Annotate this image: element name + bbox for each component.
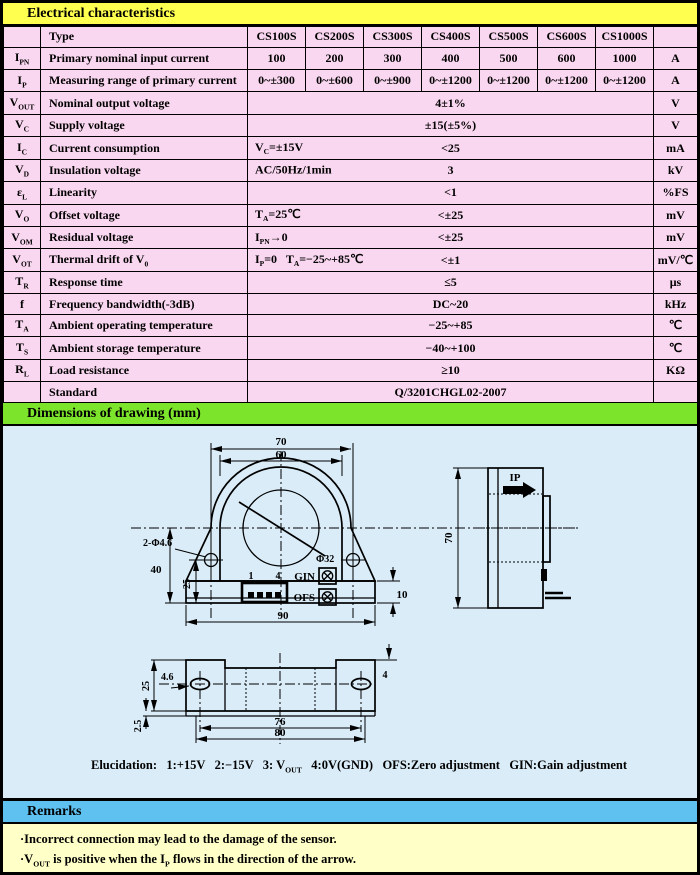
row-label: Offset voltage [41,204,248,226]
bottom-height-25: 25 [141,681,152,691]
row-merged-value: −40~+100 [425,340,476,355]
row-merged-cell [248,249,654,271]
row-symbol: $V_D$ [4,159,41,181]
dimension-drawing [3,426,697,756]
row-value: 0~±1200 [538,70,596,92]
dimensions-title: Dimensions of drawing (mm) [27,406,201,421]
row-merged-value: ±15(±5%) [424,118,477,133]
row-unit: V [654,114,698,136]
row-merged-value: <1 [444,185,457,200]
row-merged-value: −25~+85 [428,318,473,333]
electrical-table [3,26,698,403]
model-name: CS300S [364,27,422,48]
remarks-body [3,824,697,872]
row-unit: ℃ [654,314,698,336]
row-merged-cell [248,92,654,114]
electrical-characteristics-header [3,3,697,26]
table-row [4,314,698,336]
row-merged-value: ≤5 [444,275,457,290]
row-value: 500 [480,47,538,69]
table-row [4,271,698,293]
row-unit: mV/℃ [654,249,698,271]
table-row [4,182,698,204]
row-value: 0~±1200 [596,70,654,92]
table-row [4,114,698,136]
model-name: CS600S [538,27,596,48]
row-merged-cell [248,294,654,315]
elucidation-line: Elucidation: 1:+15V 2:−15V 3: $V_{OUT}$ 4:0V(GND) OFS:Zero adjustment GIN:Gain adjustment [91,758,628,775]
row-merged-value: <25 [441,140,460,155]
type-row-label: Type [41,27,248,48]
row-merged-value: <±25 [437,207,464,222]
row-merged-value: 4±1% [435,95,466,110]
row-test-condition: AC/50Hz/1min [255,162,332,177]
front-width-70: 70 [275,436,287,448]
row-label: Insulation voltage [41,159,248,181]
row-merged-cell [248,137,654,159]
row-label: Load resistance [41,359,248,381]
row-label: Residual voltage [41,227,248,249]
remarks-title: Remarks [27,804,82,819]
row-label: Linearity [41,182,248,204]
table-row [4,204,698,226]
row-unit: KΩ [654,359,698,381]
connector [242,571,287,602]
row-symbol: $V_C$ [4,114,41,136]
bottom-width-80: 80 [274,727,286,739]
row-label: Supply voltage [41,114,248,136]
row-label: Standard [41,382,248,403]
table-row [4,70,698,92]
row-symbol: $I_P$ [4,70,41,92]
row-unit: A [654,47,698,69]
type-row-blank [4,27,41,48]
row-label: Ambient storage temperature [41,337,248,359]
bottom-offset-2-5: 2.5 [133,719,144,733]
row-merged-cell [248,271,654,293]
row-merged-cell [248,227,654,249]
row-merged-value: 3 [447,162,454,177]
row-unit: mA [654,137,698,159]
row-value: 300 [364,47,422,69]
row-symbol [4,382,41,403]
row-value: 0~±1200 [480,70,538,92]
row-merged-cell [248,204,654,226]
row-unit: V [654,92,698,114]
row-merged-value: Q/3201CHGL02-2007 [394,384,507,399]
remark-line-1: ·Incorrect connection may lead to the damage of the sensor. [20,832,337,846]
row-unit: kHz [654,294,698,315]
row-symbol: $\varepsilon_L$ [4,182,41,204]
slot-spacing-76: 76 [274,716,286,728]
row-unit: A [654,70,698,92]
row-symbol: $V_O$ [4,204,41,226]
table-row [4,294,698,315]
current-direction-arrow [503,482,536,498]
aperture-dim-label: Φ32 [316,554,335,565]
mounting-hole-left [189,548,223,572]
row-symbol: $T_S$ [4,337,41,359]
row-merged-cell [248,182,654,204]
model-name: CS500S [480,27,538,48]
row-symbol: $T_A$ [4,314,41,336]
front-height-10: 10 [396,589,408,601]
table-row [4,137,698,159]
side-view [443,468,578,608]
row-label: Current consumption [41,137,248,159]
side-height-70: 70 [443,532,455,544]
row-value: 200 [306,47,364,69]
row-merged-value: ≥10 [441,362,460,377]
side-connector-ridge [543,496,550,562]
row-value: 600 [538,47,596,69]
row-unit: mV [654,204,698,226]
slot-width-4-6: 4.6 [161,672,174,683]
table-row [4,382,698,403]
row-value: 400 [422,47,480,69]
aperture-diameter-line [239,502,325,556]
table-row [4,159,698,181]
row-merged-cell [248,337,654,359]
row-value: 0~±900 [364,70,422,92]
row-symbol: $T_R$ [4,271,41,293]
pin1-label: 1 [248,571,254,582]
pin4-label: 4 [275,571,281,582]
front-width-60: 60 [275,449,287,461]
row-test-condition: $I_P=0$ $T_A=-25\sim+85℃$ [255,251,364,269]
row-value: 100 [248,47,306,69]
row-symbol: $V_{OUT}$ [4,92,41,114]
table-row-type [4,27,698,48]
row-value: 0~±1200 [422,70,480,92]
table-row [4,359,698,381]
bottom-view [133,644,397,744]
row-label: Thermal drift of $V_0$ [41,249,248,271]
row-label: Response time [41,271,248,293]
row-merged-value: DC~20 [432,296,469,311]
holes-dim-label: 2-Φ4.6 [143,538,173,549]
gain-label: GIN [294,571,315,583]
row-label: Nominal output voltage [41,92,248,114]
model-name: CS400S [422,27,480,48]
row-unit: kV [654,159,698,181]
row-unit [654,382,698,403]
table-row [4,92,698,114]
table-row [4,337,698,359]
table-row [4,227,698,249]
row-symbol: $I_{PN}$ [4,47,41,69]
row-symbol: $V_{OT}$ [4,249,41,271]
row-merged-cell [248,359,654,381]
row-test-condition: $I_{PN}\to 0$ [255,229,288,246]
row-symbol: $R_L$ [4,359,41,381]
row-value: 0~±600 [306,70,364,92]
table-row [4,249,698,271]
model-name: CS1000S [596,27,654,48]
row-value: 1000 [596,47,654,69]
row-unit: μs [654,271,698,293]
table-row [4,47,698,69]
row-test-condition: $V_C=\pm 15V$ [255,139,304,157]
row-symbol: $I_C$ [4,137,41,159]
row-symbol: f [4,294,41,315]
row-unit: mV [654,227,698,249]
row-test-condition: $T_A=25℃$ [255,207,301,224]
row-value: 0~±300 [248,70,306,92]
primary-current-label: IP [509,472,521,484]
row-merged-value: <±1 [440,252,461,267]
model-name: CS100S [248,27,306,48]
bottom-step-4: 4 [382,670,388,681]
front-view [131,436,578,626]
row-merged-cell [248,114,654,136]
electrical-characteristics-title: Electrical characteristics [27,6,176,21]
row-merged-value: <±25 [437,230,464,245]
row-merged-cell [248,314,654,336]
dimensions-header [3,403,697,426]
row-merged-cell [248,382,654,403]
row-label: Ambient operating temperature [41,314,248,336]
model-name: CS200S [306,27,364,48]
row-label: Measuring range of primary current [41,70,248,92]
front-width-90: 90 [277,610,289,622]
dimensions-drawing-section [3,426,697,801]
front-height-25: 25 [182,579,193,589]
row-merged-cell [248,159,654,181]
offset-label: OFS [293,592,315,604]
remark-line-2: $\cdot V_{OUT}$ is positive when the $I_P$ flows in the direction of the arrow. [20,852,357,869]
row-unit: %FS [654,182,698,204]
front-height-40: 40 [150,564,162,576]
row-unit: ℃ [654,337,698,359]
row-label: Primary nominal input current [41,47,248,69]
remarks-header [3,801,697,824]
row-label: Frequency bandwidth(-3dB) [41,294,248,315]
type-row-unit-blank [654,27,698,48]
row-symbol: $V_{OM}$ [4,227,41,249]
